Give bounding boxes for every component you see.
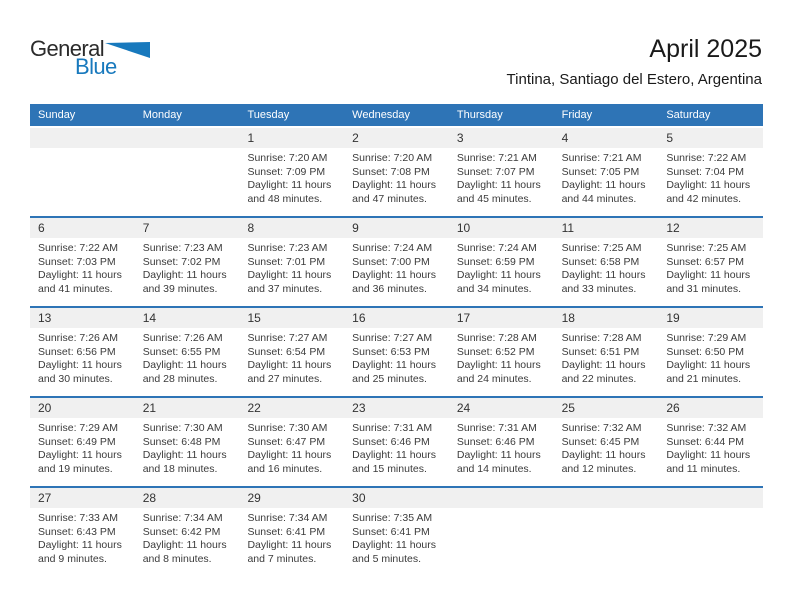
day-detail-line: and 8 minutes. [142, 552, 212, 565]
day-detail-line: Daylight: 11 hours [142, 449, 227, 461]
day-number: 22 [239, 398, 344, 418]
day-cell [239, 488, 344, 576]
day-number: 6 [30, 218, 135, 238]
day-detail-line: Sunset: 7:07 PM [456, 165, 535, 178]
day-detail-line: Sunrise: 7:20 AM [247, 152, 328, 164]
week-row [30, 396, 763, 486]
day-details [658, 238, 763, 296]
day-details [239, 238, 344, 296]
day-detail-line: Daylight: 11 hours [456, 449, 541, 461]
day-cell [344, 218, 449, 306]
day-detail-line: and 42 minutes. [666, 192, 742, 205]
day-number: 13 [30, 308, 135, 328]
day-details [554, 148, 659, 206]
day-details [449, 418, 554, 476]
day-number: 7 [135, 218, 240, 238]
day-details [239, 418, 344, 476]
day-number: 14 [135, 308, 240, 328]
day-detail-line: Daylight: 11 hours [247, 269, 332, 281]
day-cell [449, 398, 554, 486]
day-detail-line: Sunset: 6:53 PM [352, 345, 430, 358]
day-detail-line: and 41 minutes. [38, 282, 113, 295]
day-detail-line: and 30 minutes. [38, 372, 113, 385]
day-detail-line: Sunset: 7:04 PM [666, 165, 744, 178]
day-detail-line: and 34 minutes. [456, 282, 532, 295]
day-details [30, 418, 135, 476]
day-detail-line: Daylight: 11 hours [38, 269, 122, 281]
day-number: 9 [344, 218, 449, 238]
day-detail-line: Sunrise: 7:25 AM [666, 242, 747, 254]
day-detail-line: Daylight: 11 hours [38, 539, 122, 551]
day-details [30, 508, 135, 566]
weekday-label: Friday [561, 109, 593, 121]
day-detail-line: Sunrise: 7:25 AM [561, 242, 642, 254]
day-cell [135, 488, 240, 576]
day-details [344, 148, 449, 206]
day-detail-line: and 25 minutes. [352, 372, 427, 385]
day-number [30, 128, 135, 148]
day-details [30, 328, 135, 386]
day-cell [554, 128, 659, 216]
day-detail-line: Daylight: 11 hours [456, 269, 541, 281]
day-detail-line: Sunrise: 7:32 AM [666, 422, 747, 434]
weekday-label: Wednesday [352, 109, 411, 121]
day-details [554, 508, 659, 512]
day-details [135, 238, 240, 296]
day-cell [135, 308, 240, 396]
day-detail-line: Sunset: 6:59 PM [456, 255, 535, 268]
day-detail-line: Sunrise: 7:21 AM [456, 152, 537, 164]
day-detail-line: Daylight: 11 hours [561, 269, 646, 281]
day-number: 28 [135, 488, 240, 508]
day-detail-line: and 31 minutes. [666, 282, 742, 295]
day-detail-line: Daylight: 11 hours [666, 359, 751, 371]
day-detail-line: Daylight: 11 hours [352, 449, 437, 461]
day-cell [554, 308, 659, 396]
day-details [344, 418, 449, 476]
day-detail-line: Daylight: 11 hours [666, 179, 751, 191]
day-detail-line: Sunrise: 7:31 AM [352, 422, 433, 434]
day-detail-line: Sunset: 7:05 PM [561, 165, 640, 178]
day-number: 5 [658, 128, 763, 148]
day-detail-line: and 27 minutes. [247, 372, 323, 385]
day-cell [449, 308, 554, 396]
day-cell [344, 308, 449, 396]
day-cell [239, 308, 344, 396]
day-cell [344, 488, 449, 576]
day-details [135, 418, 240, 476]
day-detail-line: Sunrise: 7:27 AM [352, 332, 433, 344]
day-detail-line: and 47 minutes. [352, 192, 427, 205]
day-cell [30, 398, 135, 486]
day-detail-line: Sunrise: 7:34 AM [247, 512, 328, 524]
day-detail-line: Daylight: 11 hours [561, 179, 646, 191]
day-details [658, 328, 763, 386]
day-detail-line: Daylight: 11 hours [352, 359, 437, 371]
empty-cell [449, 488, 554, 576]
day-detail-line: Sunset: 7:08 PM [352, 165, 430, 178]
day-detail-line: Sunrise: 7:21 AM [561, 152, 642, 164]
empty-cell [135, 128, 240, 216]
week-row [30, 216, 763, 306]
day-cell [135, 218, 240, 306]
day-cell [554, 218, 659, 306]
day-cell [658, 398, 763, 486]
day-cell [554, 398, 659, 486]
day-detail-line: Daylight: 11 hours [142, 539, 227, 551]
day-detail-line: Sunset: 6:44 PM [666, 435, 744, 448]
day-cell [30, 308, 135, 396]
calendar-body [30, 128, 763, 576]
day-detail-line: and 39 minutes. [142, 282, 218, 295]
day-number: 29 [239, 488, 344, 508]
day-detail-line: and 18 minutes. [142, 462, 218, 475]
day-detail-line: Daylight: 11 hours [352, 539, 437, 551]
day-number: 19 [658, 308, 763, 328]
day-number: 2 [344, 128, 449, 148]
day-cell [658, 128, 763, 216]
day-detail-line: and 11 minutes. [666, 462, 741, 475]
day-detail-line: Sunset: 7:03 PM [38, 255, 116, 268]
day-details [30, 238, 135, 296]
day-detail-line: Sunrise: 7:28 AM [561, 332, 642, 344]
day-cell [30, 218, 135, 306]
day-detail-line: and 37 minutes. [247, 282, 323, 295]
day-detail-line: and 21 minutes. [666, 372, 742, 385]
day-detail-line: Sunset: 6:42 PM [142, 525, 221, 538]
day-details [135, 508, 240, 566]
day-detail-line: and 19 minutes. [38, 462, 113, 475]
logo-text-general: General [30, 36, 105, 61]
day-cell [449, 218, 554, 306]
day-number: 27 [30, 488, 135, 508]
day-number [554, 488, 659, 508]
day-detail-line: Sunset: 6:46 PM [352, 435, 430, 448]
weekday-label: Thursday [456, 109, 503, 121]
day-detail-line: Daylight: 11 hours [666, 449, 751, 461]
day-details [30, 148, 135, 152]
day-number [449, 488, 554, 508]
day-details [449, 238, 554, 296]
day-detail-line: Sunrise: 7:24 AM [352, 242, 433, 254]
day-detail-line: Sunrise: 7:29 AM [38, 422, 118, 434]
day-detail-line: Sunset: 6:57 PM [666, 255, 744, 268]
day-details [658, 508, 763, 512]
day-detail-line: Daylight: 11 hours [456, 179, 541, 191]
day-cell [344, 128, 449, 216]
logo-text-blue: Blue [75, 54, 117, 79]
day-detail-line: Daylight: 11 hours [666, 269, 751, 281]
day-details [239, 328, 344, 386]
day-cell [344, 398, 449, 486]
day-detail-line: Sunrise: 7:34 AM [142, 512, 223, 524]
day-detail-line: and 5 minutes. [352, 552, 422, 565]
day-number: 24 [449, 398, 554, 418]
day-detail-line: Sunrise: 7:26 AM [142, 332, 223, 344]
day-detail-line: Sunset: 6:45 PM [561, 435, 640, 448]
page-title: April 2025 [649, 35, 762, 63]
day-detail-line: Daylight: 11 hours [561, 359, 646, 371]
day-detail-line: Sunrise: 7:28 AM [456, 332, 537, 344]
weekday-header [30, 104, 763, 126]
day-detail-line: Sunrise: 7:29 AM [666, 332, 747, 344]
day-details [658, 148, 763, 206]
day-cell [135, 398, 240, 486]
calendar-table [30, 104, 763, 576]
day-number [135, 128, 240, 148]
day-detail-line: Sunrise: 7:24 AM [456, 242, 537, 254]
day-detail-line: Sunrise: 7:32 AM [561, 422, 642, 434]
day-detail-line: Daylight: 11 hours [142, 359, 227, 371]
empty-cell [554, 488, 659, 576]
day-detail-line: and 44 minutes. [561, 192, 637, 205]
weekday-label: Sunday [38, 109, 76, 121]
day-number: 21 [135, 398, 240, 418]
day-detail-line: Sunset: 6:49 PM [38, 435, 116, 448]
day-cell [239, 128, 344, 216]
day-detail-line: Sunset: 6:43 PM [38, 525, 116, 538]
day-number: 17 [449, 308, 554, 328]
day-details [344, 238, 449, 296]
day-cell [239, 218, 344, 306]
day-detail-line: Sunset: 6:58 PM [561, 255, 640, 268]
day-number: 12 [658, 218, 763, 238]
day-detail-line: Sunrise: 7:27 AM [247, 332, 328, 344]
day-detail-line: Sunrise: 7:35 AM [352, 512, 433, 524]
day-cell [449, 128, 554, 216]
day-detail-line: Daylight: 11 hours [247, 539, 332, 551]
day-detail-line: Daylight: 11 hours [456, 359, 541, 371]
day-detail-line: Daylight: 11 hours [352, 179, 437, 191]
week-row [30, 306, 763, 396]
day-details [449, 148, 554, 206]
day-number: 16 [344, 308, 449, 328]
day-detail-line: and 33 minutes. [561, 282, 637, 295]
day-detail-line: Sunrise: 7:23 AM [142, 242, 223, 254]
day-number: 4 [554, 128, 659, 148]
day-detail-line: Sunrise: 7:33 AM [38, 512, 118, 524]
day-details [344, 328, 449, 386]
empty-cell [30, 128, 135, 216]
day-detail-line: Sunrise: 7:22 AM [38, 242, 118, 254]
logo [30, 38, 150, 78]
week-row [30, 128, 763, 216]
day-detail-line: Daylight: 11 hours [247, 449, 332, 461]
day-detail-line: Daylight: 11 hours [247, 359, 332, 371]
day-detail-line: and 48 minutes. [247, 192, 323, 205]
day-detail-line: Sunset: 6:51 PM [561, 345, 640, 358]
day-detail-line: and 22 minutes. [561, 372, 637, 385]
day-number: 26 [658, 398, 763, 418]
day-detail-line: and 14 minutes. [456, 462, 532, 475]
day-detail-line: Daylight: 11 hours [561, 449, 646, 461]
day-number: 3 [449, 128, 554, 148]
day-detail-line: Sunset: 6:41 PM [247, 525, 326, 538]
day-number: 25 [554, 398, 659, 418]
day-detail-line: and 12 minutes. [561, 462, 637, 475]
day-detail-line: Sunset: 6:48 PM [142, 435, 221, 448]
day-number: 8 [239, 218, 344, 238]
day-detail-line: Sunset: 6:50 PM [666, 345, 744, 358]
day-detail-line: Sunrise: 7:22 AM [666, 152, 747, 164]
title-block [507, 34, 762, 89]
weekday-label: Saturday [666, 109, 711, 121]
day-detail-line: Daylight: 11 hours [142, 269, 227, 281]
weekday-label: Tuesday [247, 109, 290, 121]
day-detail-line: and 16 minutes. [247, 462, 323, 475]
day-detail-line: Sunrise: 7:30 AM [247, 422, 328, 434]
day-detail-line: and 45 minutes. [456, 192, 532, 205]
day-cell [658, 218, 763, 306]
day-detail-line: and 24 minutes. [456, 372, 532, 385]
weekday-label: Monday [142, 109, 182, 121]
day-detail-line: Sunrise: 7:26 AM [38, 332, 118, 344]
day-number [658, 488, 763, 508]
day-number: 20 [30, 398, 135, 418]
day-detail-line: and 15 minutes. [352, 462, 427, 475]
day-detail-line: Daylight: 11 hours [352, 269, 437, 281]
day-detail-line: Sunset: 6:46 PM [456, 435, 535, 448]
day-detail-line: Sunset: 7:00 PM [352, 255, 430, 268]
day-detail-line: Sunrise: 7:20 AM [352, 152, 433, 164]
day-detail-line: Sunset: 6:54 PM [247, 345, 326, 358]
day-details [554, 238, 659, 296]
day-detail-line: Daylight: 11 hours [247, 179, 332, 191]
day-details [658, 418, 763, 476]
day-detail-line: Daylight: 11 hours [38, 359, 122, 371]
day-detail-line: Sunrise: 7:31 AM [456, 422, 537, 434]
day-details [449, 328, 554, 386]
day-number: 18 [554, 308, 659, 328]
day-detail-line: Sunset: 6:55 PM [142, 345, 221, 358]
day-detail-line: and 36 minutes. [352, 282, 427, 295]
day-detail-line: Sunrise: 7:23 AM [247, 242, 328, 254]
day-details [449, 508, 554, 512]
day-detail-line: and 9 minutes. [38, 552, 107, 565]
day-detail-line: and 7 minutes. [247, 552, 317, 565]
day-details [239, 508, 344, 566]
day-detail-line: Sunset: 6:47 PM [247, 435, 326, 448]
day-details [135, 148, 240, 152]
day-details [554, 418, 659, 476]
day-detail-line: Sunset: 7:02 PM [142, 255, 221, 268]
day-cell [239, 398, 344, 486]
day-detail-line: Sunset: 7:09 PM [247, 165, 326, 178]
day-details [239, 148, 344, 206]
day-number: 1 [239, 128, 344, 148]
day-details [554, 328, 659, 386]
day-number: 30 [344, 488, 449, 508]
week-row [30, 486, 763, 576]
page-subtitle: Tintina, Santiago del Estero, Argentina [506, 71, 762, 88]
day-detail-line: Sunrise: 7:30 AM [142, 422, 223, 434]
day-details [135, 328, 240, 386]
day-detail-line: Sunset: 6:52 PM [456, 345, 535, 358]
day-number: 15 [239, 308, 344, 328]
day-detail-line: Sunset: 7:01 PM [247, 255, 326, 268]
day-detail-line: Daylight: 11 hours [38, 449, 122, 461]
day-detail-line: Sunset: 6:41 PM [352, 525, 430, 538]
day-number: 23 [344, 398, 449, 418]
day-details [344, 508, 449, 566]
day-detail-line: and 28 minutes. [142, 372, 218, 385]
day-number: 11 [554, 218, 659, 238]
empty-cell [658, 488, 763, 576]
day-detail-line: Sunset: 6:56 PM [38, 345, 116, 358]
day-number: 10 [449, 218, 554, 238]
day-cell [658, 308, 763, 396]
day-cell [30, 488, 135, 576]
